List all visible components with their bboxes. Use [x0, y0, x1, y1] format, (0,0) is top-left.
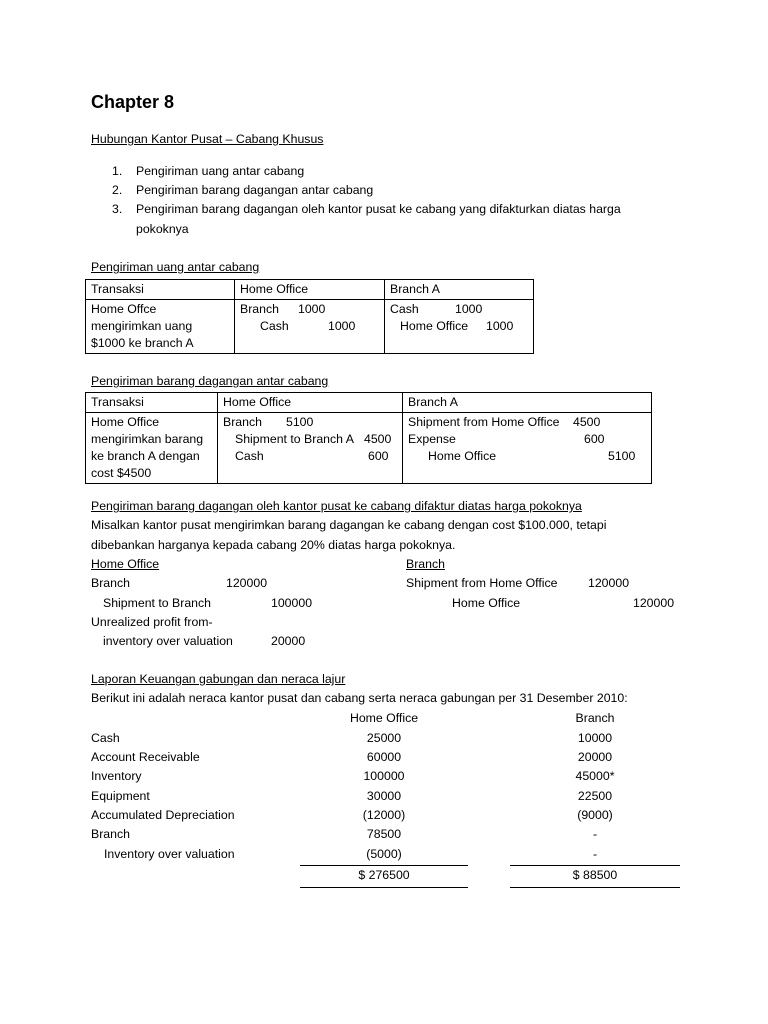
- table2-header-branch: Branch A: [403, 393, 652, 413]
- journal-amount: 1000: [486, 319, 514, 333]
- list-item-2-number: 2.: [112, 183, 123, 197]
- journal-account: Cash: [260, 319, 289, 333]
- table2-home-office-cell: [218, 413, 403, 484]
- journal-amount: 4500: [573, 415, 601, 429]
- balance-row-branch: -: [592, 847, 598, 861]
- journal-account: Shipment to Branch A: [235, 432, 354, 446]
- branch-entry-amount: 120000: [588, 576, 630, 590]
- branch-entry-amount: 120000: [633, 596, 675, 610]
- journal-account: Shipment from Home Office: [408, 415, 560, 429]
- balance-row-ho: (5000): [366, 847, 402, 861]
- balance-row-label: Inventory: [91, 769, 142, 783]
- balance-row-branch: 45000*: [575, 769, 615, 783]
- table1-transaksi-line: Home Offce: [91, 302, 157, 316]
- balance-row-ho: 60000: [366, 750, 402, 764]
- table1-transaksi-cell: [86, 300, 235, 354]
- table2-branch-cell: [403, 413, 652, 484]
- balance-row-ho: 100000: [363, 769, 405, 783]
- journal-amount: 1000: [328, 319, 356, 333]
- table1-heading: Pengiriman uang antar cabang: [91, 260, 260, 274]
- balance-row-ho: 25000: [366, 731, 402, 745]
- balance-total-branch: $ 88500: [572, 868, 618, 882]
- total-rule-branch: [510, 887, 680, 888]
- chapter-title: Chapter 8: [91, 92, 175, 112]
- balance-row-ho: (12000): [362, 808, 406, 822]
- journal-amount: 5100: [286, 415, 314, 429]
- ho-entry-account: Shipment to Branch: [103, 596, 212, 610]
- journal-amount: 4500: [364, 432, 392, 446]
- journal-amount: 5100: [608, 449, 636, 463]
- money-transfer-table: [85, 279, 534, 354]
- ho-entry-account: Unrealized profit from-: [91, 615, 213, 629]
- journal-amount: 1000: [298, 302, 326, 316]
- balance-row-label: Account Receivable: [91, 750, 200, 764]
- balance-total-home-office: $ 276500: [358, 868, 410, 882]
- list-item-3-continuation: pokoknya: [136, 222, 189, 236]
- balance-row-branch: 22500: [577, 789, 613, 803]
- journal-amount: 1000: [455, 302, 483, 316]
- balance-row-label: Inventory over valuation: [104, 847, 235, 861]
- balance-row-label: Branch: [91, 827, 130, 841]
- journal-amount: 600: [368, 449, 389, 463]
- table1-transaksi-line: $1000 ke branch A: [91, 336, 194, 350]
- branch-entry-account: Shipment from Home Office: [406, 576, 558, 590]
- table2-header-transaksi: Transaksi: [86, 393, 218, 413]
- list-item-3-number: 3.: [112, 202, 123, 216]
- table2-transaksi-line: mengirimkan barang: [91, 432, 204, 446]
- section4-intro: Berikut ini adalah neraca kantor pusat dan cabang serta neraca gabungan per 31 Desember 2010:: [91, 691, 628, 705]
- ho-entry-account: inventory over valuation: [103, 634, 233, 648]
- subtotal-rule-branch: [510, 865, 680, 866]
- total-rule-home-office: [300, 887, 468, 888]
- table1-branch-cell: [385, 300, 534, 354]
- ho-entry-amount: 20000: [271, 634, 306, 648]
- balance-col-home-office: Home Office: [349, 711, 419, 725]
- balance-col-branch: Branch: [575, 711, 615, 725]
- balance-row-label: Equipment: [91, 789, 150, 803]
- journal-account: Cash: [235, 449, 264, 463]
- journal-account: Home Office: [428, 449, 497, 463]
- ho-entry-amount: 120000: [226, 576, 268, 590]
- section3-branch-title: Branch: [406, 557, 445, 571]
- section3-home-office-title: Home Office: [91, 557, 160, 571]
- table1-header-home-office: Home Office: [235, 280, 385, 300]
- balance-row-branch: -: [592, 827, 598, 841]
- branch-entry-account: Home Office: [452, 596, 521, 610]
- table2-heading: Pengiriman barang dagangan antar cabang: [91, 374, 329, 388]
- table1-header-branch: Branch A: [385, 280, 534, 300]
- table2-transaksi-line: cost $4500: [91, 466, 152, 480]
- ho-entry-amount: 100000: [271, 596, 313, 610]
- table1-header-transaksi: Transaksi: [86, 280, 235, 300]
- table1-home-office-cell: [235, 300, 385, 354]
- table2-transaksi-cell: [86, 413, 218, 484]
- subtotal-rule-home-office: [300, 865, 468, 866]
- journal-account: Home Office: [400, 319, 469, 333]
- goods-transfer-table: [85, 392, 652, 484]
- balance-row-label: Accumulated Depreciation: [91, 808, 235, 822]
- section3-paragraph-line2: dibebankan harganya kepada cabang 20% diatas harga pokoknya.: [91, 538, 456, 552]
- journal-account: Branch: [223, 415, 262, 429]
- table1-transaksi-line: mengirimkan uang: [91, 319, 193, 333]
- table2-transaksi-line: Home Office: [91, 415, 160, 429]
- table2-transaksi-line: ke branch A dengan: [91, 449, 200, 463]
- list-item-2: Pengiriman barang dagangan antar cabang: [136, 183, 374, 197]
- ho-entry-account: Branch: [91, 576, 130, 590]
- list-item-1-number: 1.: [112, 164, 123, 178]
- section-title: Hubungan Kantor Pusat – Cabang Khusus: [91, 132, 324, 146]
- list-item-3: Pengiriman barang dagangan oleh kantor pusat ke cabang yang difakturkan diatas harga: [136, 202, 621, 216]
- journal-account: Cash: [390, 302, 419, 316]
- balance-row-branch: 20000: [577, 750, 613, 764]
- journal-account: Branch: [240, 302, 279, 316]
- table2-header-home-office: Home Office: [218, 393, 403, 413]
- section4-heading: Laporan Keuangan gabungan dan neraca lajur: [91, 672, 346, 686]
- balance-row-ho: 78500: [366, 827, 402, 841]
- journal-account: Expense: [408, 432, 456, 446]
- balance-row-ho: 30000: [366, 789, 402, 803]
- journal-amount: 600: [584, 432, 605, 446]
- section3-paragraph-line1: Misalkan kantor pusat mengirimkan barang dagangan ke cabang dengan cost $100.000, tetapi: [91, 518, 607, 532]
- section3-heading: Pengiriman barang dagangan oleh kantor pusat ke cabang difaktur diatas harga pokoknya: [91, 499, 582, 513]
- balance-row-label: Cash: [91, 731, 120, 745]
- list-item-1: Pengiriman uang antar cabang: [136, 164, 305, 178]
- balance-row-branch: 10000: [577, 731, 613, 745]
- balance-row-branch: (9000): [577, 808, 613, 822]
